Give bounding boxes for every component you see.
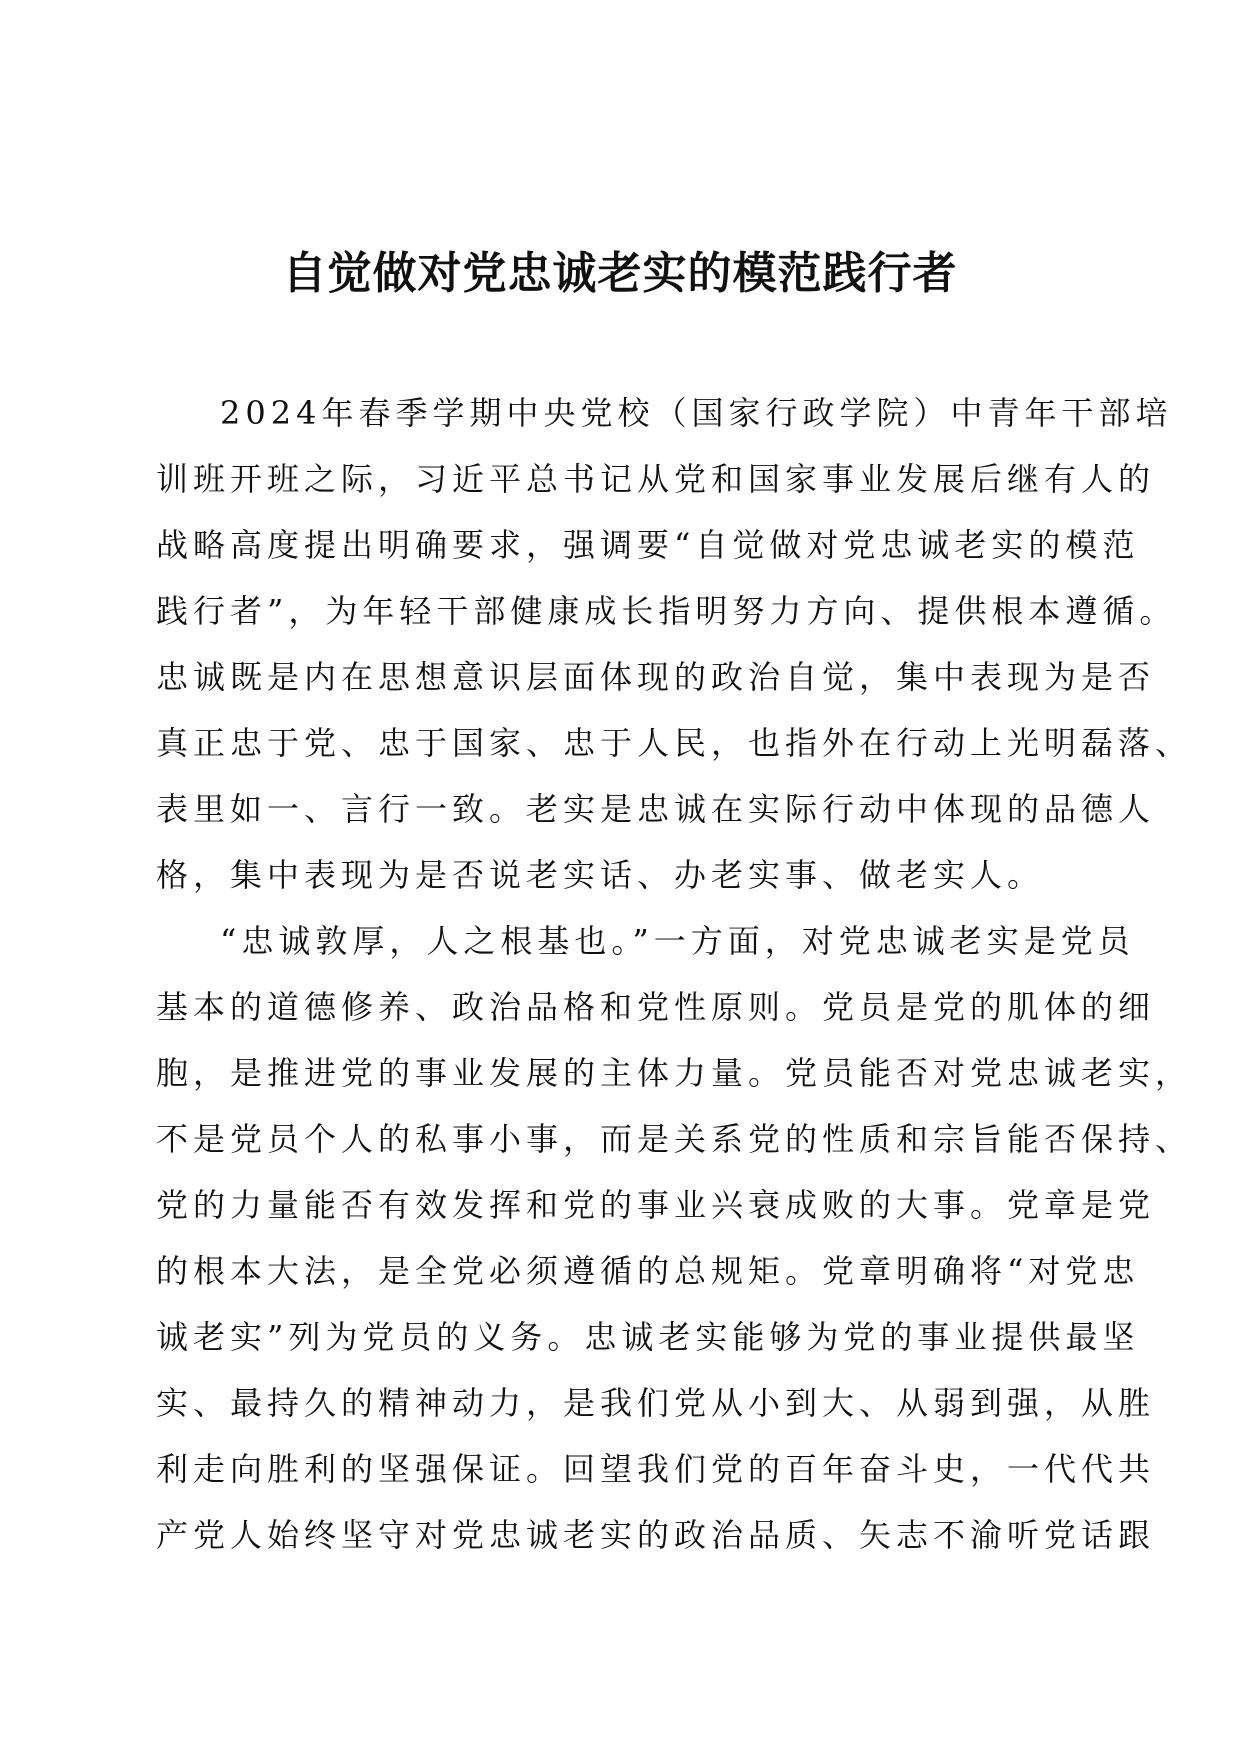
paragraph-line: 训班开班之际，习近平总书记从党和国家事业发展后继有人的 xyxy=(156,460,1156,498)
paragraph-line: 格，集中表现为是否说老实话、办老实事、做老实人。 xyxy=(156,856,1045,894)
paragraph-line: “忠诚敦厚，人之根基也。”一方面，对党忠诚老实是党员 xyxy=(220,922,1135,960)
paragraph-line: 基本的道德修养、政治品格和党性原则。党员是党的肌体的细 xyxy=(156,988,1156,1026)
paragraph-line: 表里如一、言行一致。老实是忠诚在实际行动中体现的品德人 xyxy=(156,790,1156,828)
paragraph-line: 战略高度提出明确要求，强调要“自觉做对党忠诚老实的模范 xyxy=(156,526,1140,564)
document-title: 自觉做对党忠诚老实的模范践行者 xyxy=(282,248,958,299)
document-body xyxy=(156,380,1193,1568)
paragraph-line: 党的力量能否有效发挥和党的事业兴衰成败的大事。党章是党 xyxy=(156,1186,1156,1224)
paragraph-line: 实、最持久的精神动力，是我们党从小到大、从弱到强，从胜 xyxy=(156,1384,1156,1422)
paragraph-line: 忠诚既是内在思想意识层面体现的政治自觉，集中表现为是否 xyxy=(156,658,1156,696)
paragraph-line: 践行者”，为年轻干部健康成长指明努力方向、提供根本遵循。 xyxy=(156,592,1177,630)
paragraph-line: 产党人始终坚守对党忠诚老实的政治品质、矢志不渝听党话跟 xyxy=(156,1516,1156,1554)
paragraph-line: 利走向胜利的坚强保证。回望我们党的百年奋斗史，一代代共 xyxy=(156,1450,1156,1488)
paragraph-line: 胞，是推进党的事业发展的主体力量。党员能否对党忠诚老实， xyxy=(156,1054,1193,1092)
paragraph-line: 真正忠于党、忠于国家、忠于人民，也指外在行动上光明磊落、 xyxy=(156,724,1193,762)
paragraph-line: 不是党员个人的私事小事，而是关系党的性质和宗旨能否保持、 xyxy=(156,1120,1193,1158)
paragraph-line: 诚老实”列为党员的义务。忠诚老实能够为党的事业提供最坚 xyxy=(156,1318,1140,1356)
paragraph-line: 2024年春季学期中央党校（国家行政学院）中青年干部培 xyxy=(220,394,1173,432)
paragraph-line: 的根本大法，是全党必须遵循的总规矩。党章明确将“对党忠 xyxy=(156,1252,1140,1290)
